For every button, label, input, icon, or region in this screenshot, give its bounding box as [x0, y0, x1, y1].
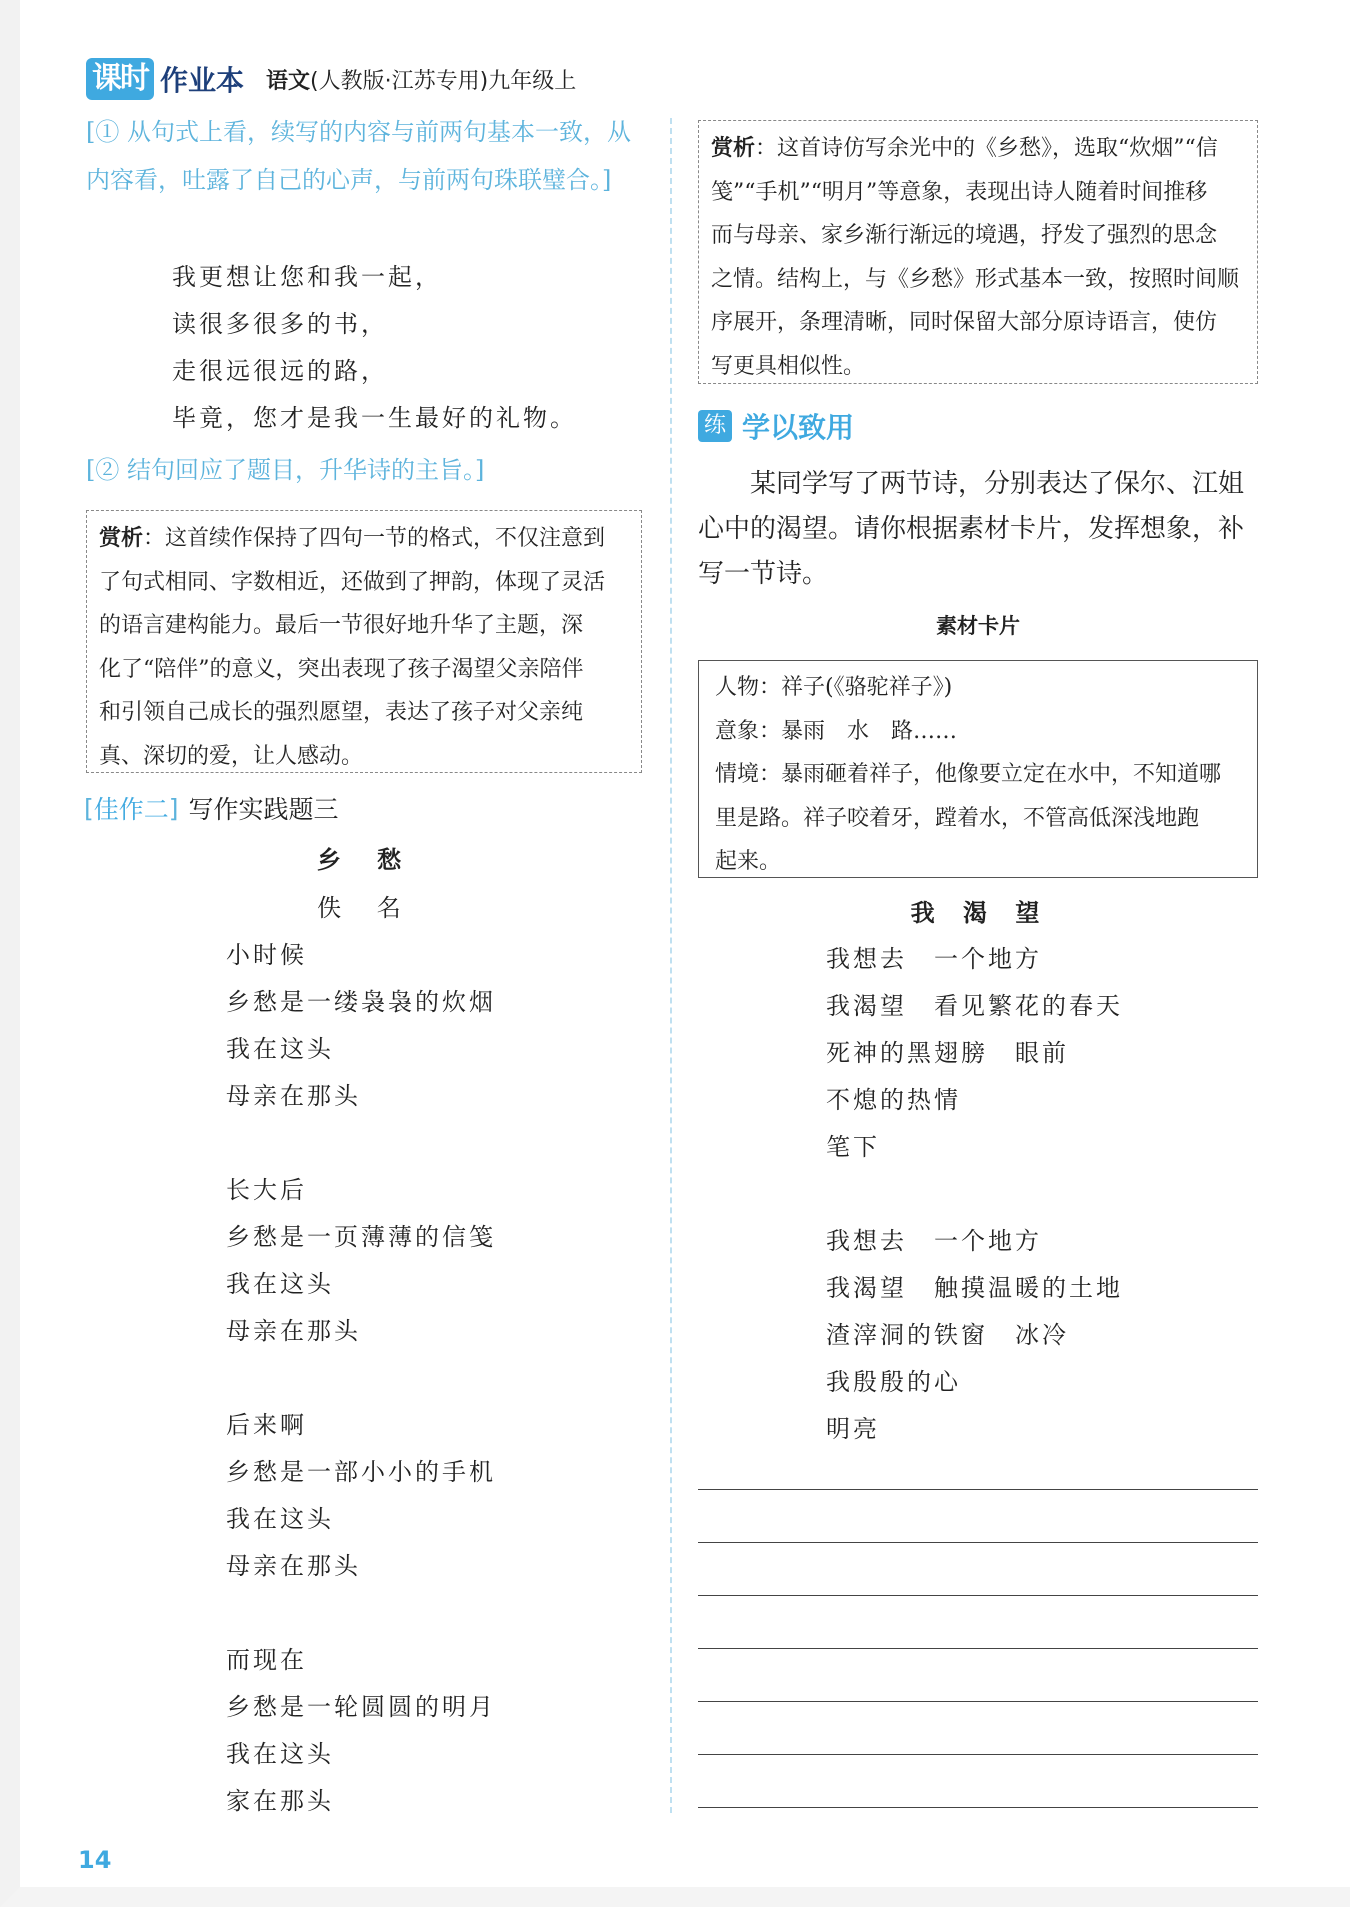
- annotation-1: [86, 108, 656, 204]
- poem-line: 而现在: [226, 1646, 307, 1674]
- poem-line: 后来啊: [226, 1411, 307, 1439]
- poem-line: 我渴望 触摸温暖的土地: [826, 1274, 1123, 1302]
- poem-line: 母亲在那头: [226, 1317, 361, 1345]
- poem-line: 死神的黑翅膀 眼前: [826, 1039, 1069, 1067]
- poem-continuation: [172, 254, 577, 442]
- poem-longing: [826, 936, 1123, 1453]
- column-divider: [670, 118, 672, 1813]
- answer-line[interactable]: [698, 1542, 1258, 1543]
- annotation-2: [② 结句回应了题目，升华诗的主旨。]: [86, 456, 485, 484]
- poem-line: 毕竟，您才是我一生最好的礼物。: [172, 404, 577, 432]
- poem-line: 明亮: [826, 1415, 880, 1443]
- appreciation-line: 了句式相同、字数相近，还做到了押韵，体现了灵活: [99, 569, 606, 595]
- appreciation-line: 序展开，条理清晰，同时保留大部分原诗语言，使仿: [711, 310, 1218, 335]
- annotation-1-line-1: [① 从句式上看，续写的内容与前两句基本一致，从: [86, 118, 631, 146]
- poem-line: 乡愁是一轮圆圆的明月: [226, 1693, 496, 1721]
- prompt-line: 写一节诗。: [698, 559, 829, 589]
- poem-line: 我更想让您和我一起，: [172, 263, 442, 291]
- pencil-icon: 练: [698, 410, 732, 442]
- answer-line[interactable]: [698, 1701, 1258, 1702]
- apply-section-heading: [698, 406, 854, 446]
- appreciation-box-1: [86, 510, 642, 773]
- answer-line[interactable]: [698, 1595, 1258, 1596]
- poem-author: 佚 名: [317, 894, 415, 922]
- card-line: 里是路。祥子咬着牙，蹚着水，不管高低深浅地跑: [715, 805, 1200, 831]
- section-title: 写作实践题三: [188, 795, 339, 824]
- tag-bracket-open: [: [84, 793, 94, 823]
- prompt-line: 某同学写了两节诗，分别表达了保尔、江姐: [698, 469, 1245, 499]
- poem-line: 我想去 一个地方: [826, 945, 1042, 973]
- poem-nostalgia: [226, 932, 496, 1825]
- poem-line: 母亲在那头: [226, 1552, 361, 1580]
- header-edition: (人教版·江苏专用)九年级上: [310, 68, 577, 94]
- brand-logo: [86, 58, 244, 100]
- card-line: 意象：暴雨 水 路……: [715, 718, 958, 744]
- page-number: 14: [78, 1846, 112, 1874]
- poem-line: 不熄的热情: [826, 1086, 961, 1114]
- poem-line: 我在这头: [226, 1270, 334, 1298]
- tag-bracket-close: ]: [168, 793, 179, 823]
- annotation-1-line-2: 内容看，吐露了自己的心声，与前两句珠联璧合。]: [86, 166, 612, 194]
- poem-line: 读很多很多的书，: [172, 310, 388, 338]
- logo-text: 作业本: [160, 64, 245, 97]
- poem-line: 乡愁是一部小小的手机: [226, 1458, 496, 1486]
- logo-mark: 课时: [86, 58, 154, 100]
- appreciation-box-2: [698, 120, 1258, 384]
- task-prompt: [698, 462, 1258, 597]
- answer-line[interactable]: [698, 1754, 1258, 1755]
- appreciation-line: 之情。结构上，与《乡愁》形式基本一致，按照时间顺: [711, 266, 1240, 292]
- poem-line: 走很远很远的路，: [172, 357, 388, 385]
- poem-line: 我在这头: [226, 1740, 334, 1768]
- header-subject: 语文: [266, 68, 311, 94]
- prompt-line: 心中的渴望。请你根据素材卡片，发挥想象，补: [698, 514, 1245, 544]
- appreciation-line: 写更具相似性。: [711, 353, 866, 379]
- appreciation-line: 赏析：这首诗仿写余光中的《乡愁》，选取“炊烟”“信: [711, 136, 1218, 161]
- poem-line: 家在那头: [226, 1787, 334, 1815]
- appreciation-line: 化了“陪伴”的意义，突出表现了孩子渴望父亲陪伴: [99, 656, 584, 682]
- appreciation-line: 笺”“手机”“明月”等意象，表现出诗人随着时间推移: [711, 179, 1208, 205]
- poem-line: 我在这头: [226, 1035, 334, 1063]
- card-line: 人物：祥子(《骆驼祥子》): [715, 675, 953, 700]
- material-card-title: 素材卡片: [936, 614, 1020, 638]
- poem-line: 笔下: [826, 1133, 880, 1161]
- poem-line: 乡愁是一缕袅袅的炊烟: [226, 988, 496, 1016]
- right-poem-title: 我 渴 望: [910, 899, 1050, 927]
- answer-line[interactable]: [698, 1807, 1258, 1808]
- section-heading: [84, 790, 339, 826]
- answer-line[interactable]: [698, 1489, 1258, 1490]
- card-line: 情境：暴雨砸着祥子，他像要立定在水中，不知道哪: [715, 762, 1222, 787]
- poem-line: 长大后: [226, 1176, 307, 1204]
- poem-line: 渣滓洞的铁窗 冰冷: [826, 1321, 1069, 1349]
- appreciation-line: 赏析：这首续作保持了四句一节的格式，不仅注意到: [99, 526, 606, 551]
- appreciation-line: 而与母亲、家乡渐行渐远的境遇，抒发了强烈的思念: [711, 223, 1218, 248]
- poem-title: 乡 愁: [316, 846, 416, 874]
- header: [86, 56, 576, 102]
- card-line: 起来。: [715, 849, 782, 874]
- material-card: [698, 660, 1258, 878]
- poem-line: 乡愁是一页薄薄的信笺: [226, 1223, 496, 1251]
- poem-line: [226, 1355, 496, 1402]
- poem-line: [226, 1590, 496, 1637]
- answer-line[interactable]: [698, 1648, 1258, 1649]
- poem-line: 小时候: [226, 941, 307, 969]
- appreciation-line: 和引领自己成长的强烈愿望，表达了孩子对父亲纯: [99, 700, 584, 725]
- poem-line: 我殷殷的心: [826, 1368, 961, 1396]
- section-label: 佳作二: [93, 795, 169, 824]
- appreciation-line: 真、深切的爱，让人感动。: [99, 743, 364, 769]
- poem-line: [226, 1120, 496, 1167]
- appreciation-label: 赏析: [99, 526, 144, 551]
- poem-line: 我想去 一个地方: [826, 1227, 1042, 1255]
- appreciation-label: 赏析: [711, 136, 756, 161]
- poem-line: 母亲在那头: [226, 1082, 361, 1110]
- poem-line: 我渴望 看见繁花的春天: [826, 992, 1123, 1020]
- poem-line: 我在这头: [226, 1505, 334, 1533]
- poem-line: [826, 1171, 1123, 1218]
- appreciation-line: 的语言建构能力。最后一节很好地升华了主题，深: [99, 613, 584, 638]
- apply-title: 学以致用: [742, 411, 855, 444]
